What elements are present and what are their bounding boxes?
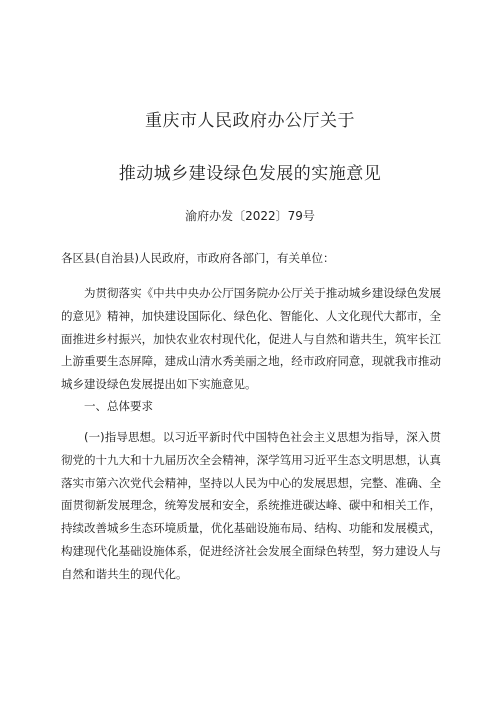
document-title-line-1: 重庆市人民政府办公厅关于	[145, 111, 355, 131]
salutation: 各区县(自治县)人民政府，市政府各部门，有关单位：	[61, 251, 335, 265]
document-title-line-2: 推动城乡建设绿色发展的实施意见	[118, 164, 382, 184]
guiding-ideology-paragraph: (一)指导思想。以习近平新时代中国特色社会主义思想为指导，深入贯彻党的十九大和十九届历次全会精神，深学笃用习近平生态文明思想，认真落实市第六次党代会精神，坚持以人民为中心的发展思想，完整、准确、全面贯彻新发展理念，统筹发展和安全，系统推进碳达峰、碳中和相关工作，持续改善城乡生态环境质量，优化基础设施布局、结构、功能和发展模式，构建现代化基础设施体系，促进经济社会发展全面绿色转型，努力建设人与自然和谐共生的现代化。	[61, 430, 441, 581]
intro-paragraph: 为贯彻落实《中共中央办公厅国务院办公厅关于推动城乡建设绿色发展的意见》精神，加快建设国际化、绿色化、智能化、人文化现代大都市，全面推进乡村振兴，加快农业农村现代化，促进人与自然和谐共生，筑牢长江上游重要生态屏障，建成山清水秀美丽之地，经市政府同意，现就我市推动城乡建设绿色发展提出如下实施意见。	[61, 286, 441, 392]
document-number: 渝府办发〔2022〕79号	[185, 209, 315, 223]
section-heading-general-requirements: 一、总体要求	[84, 399, 153, 413]
